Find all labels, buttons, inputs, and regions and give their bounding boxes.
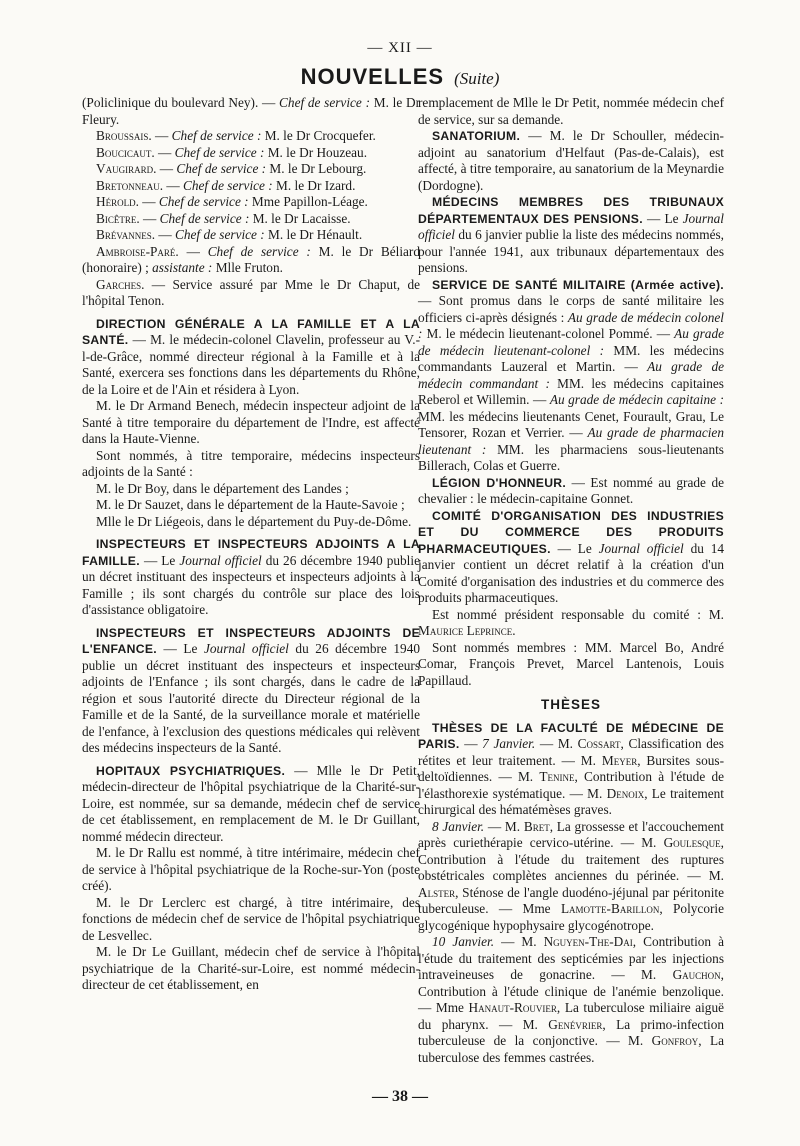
hospital-entry: Ambroise-Paré. — Chef de service : M. le Dr Béliard (honoraire) ; assistante : Mlle Fruton. [82,243,420,275]
section-heading: INSPECTEURS ET INSPECTEURS ADJOINTS DE L'ENFANCE. [82,625,420,656]
paragraph: (Policlinique du boulevard Ney). — Chef de service : M. le Dr Fleury. [82,95,421,127]
section-heading: MÉDECINS MEMBRES DES TRIBUNAUX DÉPARTEMENTAUX DES PENSIONS. [418,195,724,226]
page-number-roman: — XII — [367,40,433,56]
paragraph: Sont nommés membres : MM. Marcel Bo, André Comar, François Prevet, Marcel Lantenois, Louis Papillaud. [418,639,724,688]
paragraph: M. le Dr Lerclerc est chargé, à titre intérimaire, des fonctions de médecin chef de service de l'hôpital psychiatrique de Lesvellec. [82,894,420,943]
hospital-entry: Boucicaut. — Chef de service : M. le Dr Houzeau. [96,144,368,160]
news-item: SANATORIUM. — M. le Dr Schouller, médecin-adjoint au sanatorium d'Helfaut (Pas-de-Calais), est affecté, à titre temporaire, au sanatorium de la Meynardie (Dordogne). [418,128,724,193]
hospital-entry: Brévannes. — Chef de service : M. le Dr Hénault. [96,227,363,242]
news-item: INSPECTEURS ET INSPECTEURS ADJOINTS DE L'ENFANCE. — Le Journal officiel du 26 décembre 1940 publie un décret instituant des inspecteurs et inspecteurs adjoints de l'Enfance ; ils sont chargés, dans le cadre de la région et sous l'autorité directe du Directeur régional de la Famille et de la Santé, de la surveillance morale et matérielle de l'enfance, à l'exclusion des questions médicales qui relèvent des médecins inspecteurs de la Santé. [82,625,420,755]
section-heading: COMITÉ D'ORGANISATION DES INDUSTRIES ET DU COMMERCE DES PRODUITS PHARMACEUTIQUES. [418,508,724,556]
section-heading: DIRECTION GÉNÉRALE A LA FAMILLE ET A LA SANTÉ. [82,316,420,347]
paragraph: M. le Dr Sauzet, dans le département de la Haute-Savoie ; [96,497,405,512]
paragraph: Est nommé président responsable du comité : M. Maurice Leprince. [418,606,724,638]
page-title: NOUVELLES [300,64,445,89]
hospital-entry: Garches. — Service assuré par Mme le Dr Chaput, de l'hôpital Tenon. [82,276,420,308]
news-item: COMITÉ D'ORGANISATION DES INDUSTRIES ET DU COMMERCE DES PRODUITS PHARMACEUTIQUES. — Le Journal officiel du 14 janvier contient un décret relatif à la création d'un Comité d'organisation des industries et du commerce des produits pharmaceutiques. [418,508,724,605]
paragraph: M. le Dr Le Guillant, médecin chef de service à l'hôpital psychiatrique de la Charité-sur-Loire, est nommé médecin-directeur de cet établissement, en [82,944,420,992]
section-heading: HOPITAUX PSYCHIATRIQUES. [96,763,286,778]
section-heading: LÉGION D'HONNEUR. [432,475,567,490]
news-item: MÉDECINS MEMBRES DES TRIBUNAUX DÉPARTEMENTAUX DES PENSIONS. — Le Journal officiel du 6 janvier publie la liste des médecins nommés, pour l'année 1941, aux tribunaux départementaux des pensions. [418,195,724,275]
section-heading: INSPECTEURS ET INSPECTEURS ADJOINTS A LA FAMILLE. [82,537,420,568]
paragraph: Mlle le Dr Liégeois, dans le département du Puy-de-Dôme. [96,513,412,529]
news-item: SERVICE DE SANTÉ MILITAIRE (Armée active). — Sont promus dans le corps de santé militaire les officiers ci-après désignés : Au grade de médecin colonel : M. le médecin lieutenant-colonel Pommé. — Au grade de médecin lieutenant-colonel : MM. les médecins commandants Lauzeral et Martin. — Au grade de médecin commandant : MM. les médecins capitaines Reberol et Willemin. — Au grade de médecin capitaine : MM. les médecins lieutenants Cenet, Fourault, Grau, Le Tensorer, Rozan et Verrier. — Au grade de pharmacien lieutenant : MM. les pharmaciens sous-lieutenants Billerach, Colas et Guerre. [418,277,724,473]
section-heading: SANATORIUM. [432,129,521,143]
left-column [82,95,420,994]
paragraph: remplacement de Mlle le Dr Petit, nommée médecin chef de service, sur sa demande. [418,95,724,127]
news-item: INSPECTEURS ET INSPECTEURS ADJOINTS A LA FAMILLE. — Le Journal officiel du 26 décembre 1940 publie un décret instituant des inspecteurs et inspecteurs adjoints à la Famille ; ils sont chargés du contrôle sur place des lois d'assistance obligatoire. [82,537,420,617]
paragraph: M. le Dr Boy, dans le département des Landes ; [96,480,349,496]
paragraph: M. le Dr Armand Benech, médecin inspecteur adjoint de la Santé à titre temporaire du département de l'Indre, est affecté dans la Haute-Vienne. [82,398,420,446]
thesis-day: 10 Janvier. — M. Nguyen-The-Dai, Contribution à l'étude du traitement des septicémies par les injections intraveineuses de gonacrine. — M. Gauchon, Contribution à l'étude clinique de l'anémie benzolique. — Mme Hanaut-Rouvier, La tuberculose miliaire aiguë du pharynx. — M. Genévrier, La primo-infection tuberculeuse de la conjonctive. — M. Gonfroy, La tuberculose des femmes castrées. [418,934,725,1065]
section-heading: THÈSES DE LA FACULTÉ DE MÉDECINE DE PARIS. [418,720,724,751]
paragraph: M. le Dr Rallu est nommé, à titre intérimaire, médecin chef de service à l'hôpital psychiatrique de la Roche-sur-Yon (poste créé). [82,845,420,893]
hospital-entry: Bicêtre. — Chef de service : M. le Dr Lacaisse. [96,210,351,226]
news-item: HOPITAUX PSYCHIATRIQUES. — Mlle le Dr Petit, médecin-directeur de l'hôpital psychiatrique de la Charité-sur-Loire, est nommée, sur sa demande, médecin chef de service de cet établissement, en remplacement de M. le Dr Guillant, nommé médecin directeur. [82,762,421,844]
hospital-entry: Hérold. — Chef de service : Mme Papillon-Léage. [96,194,368,209]
news-item: DIRECTION GÉNÉRALE A LA FAMILLE ET A LA SANTÉ. — M. le médecin-colonel Clavelin, professeur au V.-l-de-Grâce, nommé directeur régional à la Famille et à la Santé, exercera ses fonctions dans les départements du Rhône, de la Loire et de l'Ain et résidera à Lyon. [82,316,420,397]
hospital-entry: Bretonneau. — Chef de service : M. le Dr Izard. [96,177,356,193]
right-column [418,95,724,1066]
section-heading: SERVICE DE SANTÉ MILITAIRE (Armée active). [432,277,724,292]
hospital-entry: Vaugirard. — Chef de service : M. le Dr Lebourg. [96,161,367,176]
hospital-entry: Broussais. — Chef de service : M. le Dr Crocquefer. [96,128,376,143]
paragraph: Sont nommés, à titre temporaire, médecins inspecteurs adjoints de la Santé : [82,447,420,479]
page-subtitle: (Suite) [454,69,500,88]
news-item: THÈSES DE LA FACULTÉ DE MÉDECINE DE PARIS. — 7 Janvier. — M. Cossart, Classification des rétites et leur traitement. — M. Meyer, Bursites sous-deltoïdiennes. — M. Tenine, Contribution à l'étude de l'élasthorexie systématique. — M. Denoix, Le traitement chirurgical des hématémèses graves. [418,720,724,817]
news-item: LÉGION D'HONNEUR. — Est nommé au grade de chevalier : le médecin-capitaine Gonnet. [418,474,724,506]
thesis-day: 8 Janvier. — M. Bret, La grossesse et l'accouchement après curiethérapie cervico-utérine. — M. Goulesque, Contribution à l'étude du traitement des ruptures obstétricales complètes anciennes du périnée. — M. Alster, Sténose de l'angle duodéno-jéjunal par péritonite tuberculeuse. — Mme Lamotte-Barillon, Polycorie glycogénique hypophysaire glycogénotrope. [418,818,724,933]
theses-title: THÈSES [540,697,601,712]
page-header [0,64,800,90]
page-number: — 38 — [372,1088,428,1105]
